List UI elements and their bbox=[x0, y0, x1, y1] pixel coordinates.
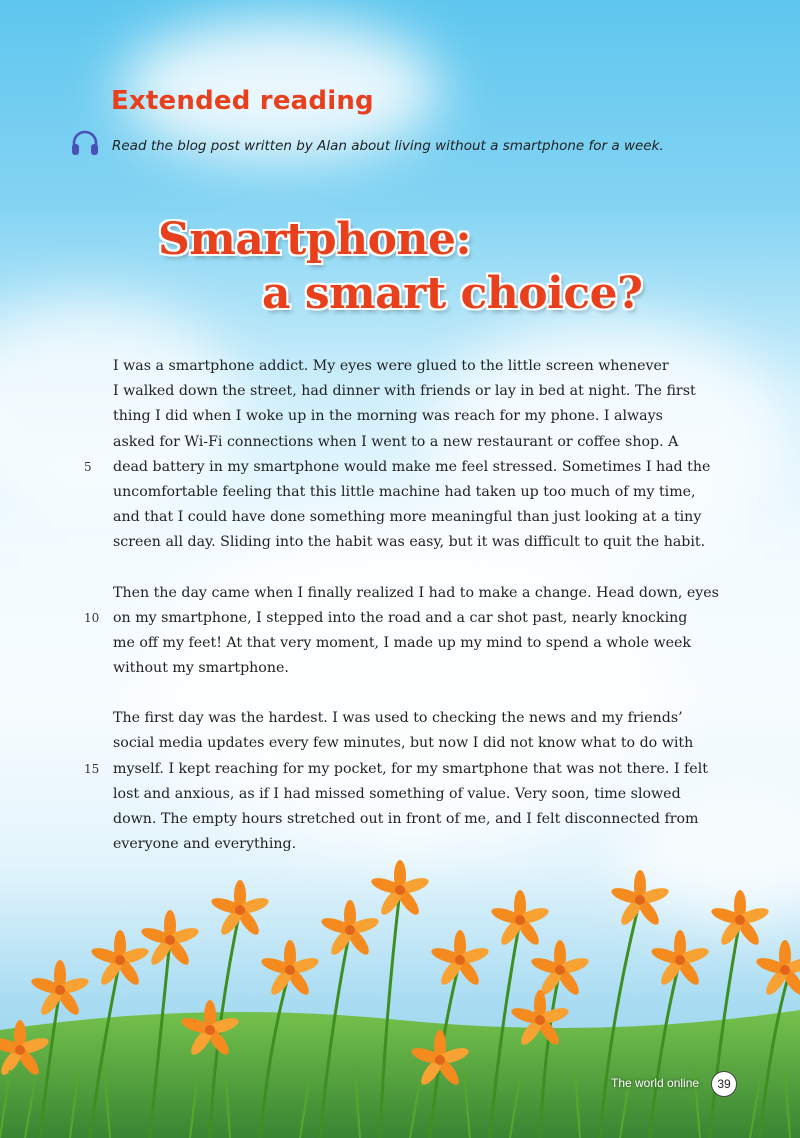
line-text: everyone and everything. bbox=[113, 836, 297, 853]
line-text: lost and anxious, as if I had missed something of value. Very soon, time slowed bbox=[113, 785, 681, 802]
text-line bbox=[113, 379, 696, 404]
text-line bbox=[113, 354, 693, 379]
headline-line-2: a smart choice? bbox=[262, 268, 643, 319]
footer-unit-label: The world online bbox=[611, 1076, 700, 1090]
line-text: uncomfortable feeling that this little machine had taken up too much of my time, bbox=[113, 483, 696, 500]
headline-line-1: Smartphone: bbox=[158, 214, 472, 265]
section-title: Extended reading bbox=[111, 86, 374, 116]
line-text: I walked down the street, had dinner with friends or lay in bed at night. The first bbox=[113, 383, 696, 400]
text-line bbox=[113, 505, 702, 530]
text-line bbox=[84, 757, 708, 782]
line-text: dead battery in my smartphone would make me feel stressed. Sometimes I had the bbox=[113, 458, 711, 475]
text-line bbox=[113, 404, 693, 429]
paragraph-2 bbox=[84, 581, 719, 682]
text-line bbox=[113, 530, 706, 555]
line-text: social media updates every few minutes, but now I did not know what to do with bbox=[113, 735, 694, 752]
line-text: me off my feet! At that very moment, I made up my mind to spend a whole week bbox=[113, 634, 692, 651]
paragraph-1 bbox=[84, 354, 711, 556]
text-line bbox=[113, 731, 693, 756]
paragraph-3 bbox=[84, 706, 708, 857]
text-line bbox=[84, 455, 711, 480]
lily-field-illustration bbox=[0, 850, 800, 1138]
line-text: screen all day. Sliding into the habit was easy, but it was difficult to quit the habit. bbox=[113, 534, 706, 551]
page-number: 39 bbox=[711, 1071, 737, 1097]
line-text: The first day was the hardest. I was used to checking the news and my friends’ bbox=[113, 710, 683, 727]
line-number: 15 bbox=[84, 761, 100, 776]
text-line bbox=[113, 631, 693, 656]
headphones-icon[interactable] bbox=[70, 128, 100, 158]
line-text: without my smartphone. bbox=[113, 660, 289, 677]
line-text: I was a smartphone addict. My eyes were glued to the little screen whenever bbox=[113, 358, 669, 374]
text-line bbox=[113, 782, 693, 807]
text-line bbox=[113, 706, 693, 731]
line-text: on my smartphone, I stepped into the road and a car shot past, nearly knocking bbox=[113, 609, 688, 626]
reading-instruction: Read the blog post written by Alan about living without a smartphone for a week. bbox=[112, 138, 664, 154]
line-text: down. The empty hours stretched out in front of me, and I felt disconnected from bbox=[113, 811, 699, 827]
text-line bbox=[113, 480, 696, 505]
line-text: asked for Wi-Fi connections when I went to a new restaurant or coffee shop. A bbox=[113, 433, 679, 450]
text-line bbox=[113, 581, 719, 606]
line-number: 5 bbox=[84, 459, 92, 474]
line-text: and that I could have done something more meaningful than just looking at a tiny bbox=[113, 509, 702, 526]
text-line bbox=[113, 430, 693, 455]
text-line bbox=[113, 807, 699, 832]
blog-post-body bbox=[84, 354, 719, 882]
line-text: myself. I kept reaching for my pocket, for my smartphone that was not there. I felt bbox=[113, 760, 708, 777]
text-line bbox=[84, 606, 693, 631]
line-number: 10 bbox=[84, 610, 100, 625]
line-text: thing I did when I woke up in the morning was reach for my phone. I always bbox=[113, 408, 663, 425]
line-text: Then the day came when I finally realized I had to make a change. Head down, eyes bbox=[113, 584, 719, 601]
text-line bbox=[113, 656, 693, 681]
